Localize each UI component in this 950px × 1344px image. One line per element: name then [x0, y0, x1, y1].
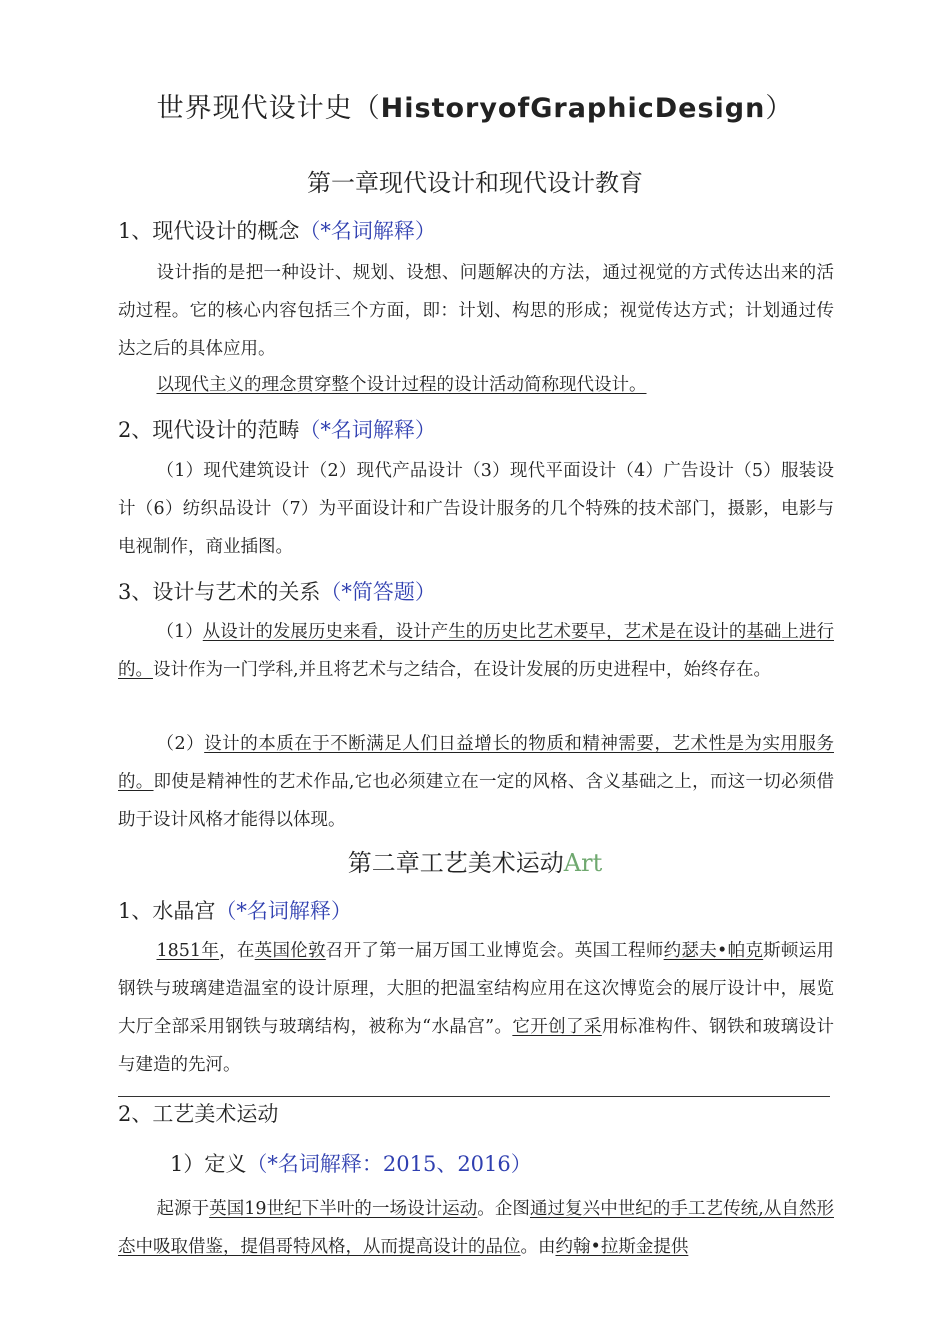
body-text: 斯顿运用钢铁与玻璃建造温室的设计原理，大胆的把温室结构应用在这次博览会的展厅设计中，展览大厅全部采用钢铁与玻璃结构，被称为“水晶宫”。: [118, 941, 834, 1037]
ch1-s3-paragraph-2: [118, 725, 834, 839]
ch1-section-3-heading: [118, 576, 436, 606]
ch1-s1-paragraph-2: [118, 366, 834, 404]
title-en: HistoryofGraphicDesign: [380, 93, 766, 124]
ch1-s3-paragraph-1: [118, 613, 834, 689]
body-text: 。企图: [477, 1199, 530, 1219]
body-text: 起源于: [156, 1199, 210, 1219]
chapter-title-en: Art: [563, 849, 603, 877]
section-tag: （*名词解释）: [299, 219, 436, 243]
title-close: ）: [765, 93, 794, 124]
chapter-1-title: 第一章现代设计和现代设计教育: [307, 169, 643, 197]
section-title: 1、水晶宫: [118, 899, 216, 923]
body-text: 即使是精神性的艺术作品,它也必须建立在一定的风格、含义基础之上，而这一切必须借助于设计风格才能得以体现。: [118, 772, 835, 830]
section-divider: [118, 1096, 830, 1097]
ch2-section-2-heading: 2、工艺美术运动: [118, 1102, 279, 1126]
ch2-s1-paragraph: [118, 932, 834, 1084]
ch1-section-2-heading: [118, 414, 436, 444]
chapter-2-title: [0, 843, 950, 878]
body-text: ，在: [219, 941, 255, 961]
section-tag: （*简答题）: [320, 580, 436, 604]
item-number: （2）: [156, 734, 205, 754]
underlined-name: 约翰•拉斯金提供: [555, 1237, 689, 1257]
underlined-text: 通过复兴中世纪的手工艺传统,从自然形态中吸取借鉴，提倡哥特风格，从而提高设计的品位: [118, 1199, 834, 1257]
section-title: 1、现代设计的概念: [118, 219, 300, 243]
underlined-text: 设计的本质在于不断满足人们日益增长的物质和精神需要，艺术性是为实用服务的。: [118, 734, 834, 792]
subsection-title: 1）定义: [170, 1152, 247, 1176]
underlined-text: 英国19世纪下半叶的一场设计运动: [209, 1199, 478, 1219]
underlined-year: 1851年: [156, 941, 220, 961]
section-title: 3、设计与艺术的关系: [118, 580, 321, 604]
underlined-text: 以现代主义的理念贯穿整个设计过程的设计活动简称现代设计。: [156, 375, 647, 395]
section-tag: （*名词解释）: [215, 899, 352, 923]
ch1-s1-paragraph-1: 设计指的是把一种设计、规划、设想、问题解决的方法，通过视觉的方式传达出来的活动过程。它的核心内容包括三个方面，即：计划、构思的形成；视觉传达方式；计划通过传达之后的具体应用。: [118, 263, 834, 359]
section-title: 2、现代设计的范畴: [118, 418, 300, 442]
underlined-place: 英国伦敦: [254, 941, 326, 961]
title-cn: 世界现代设计史（: [156, 93, 381, 124]
ch2-section-1-heading: [118, 895, 352, 925]
body-text: 召开了第一届万国工业博览会。英国工程师: [325, 941, 664, 961]
chapter-title-cn: 第二章工艺美术运动: [347, 849, 564, 877]
ch1-section-1-heading: [118, 215, 436, 245]
body-text: 用标准构件、钢铁和玻璃设计与建造的先河。: [118, 1017, 834, 1075]
underlined-text: 从设计的发展历史来看，设计产生的历史比艺术要早，艺术是在设计的基础上进行的。: [118, 622, 834, 680]
ch2-s2-paragraph: [118, 1190, 834, 1266]
ch2-s2-subheading: [170, 1148, 532, 1178]
underlined-name: 约瑟夫•帕克: [663, 941, 764, 961]
subsection-tag: （*名词解释：2015、2016）: [246, 1152, 532, 1176]
document-title: [0, 86, 950, 125]
body-text: 设计作为一门学科,并且将艺术与之结合，在设计发展的历史进程中，始终存在。: [153, 660, 772, 680]
section-tag: （*名词解释）: [299, 418, 436, 442]
item-number: （1）: [156, 622, 203, 642]
underlined-text: 它开创了采: [512, 1017, 602, 1037]
body-text: 。由: [520, 1237, 556, 1257]
ch1-s2-paragraph-1: （1）现代建筑设计（2）现代产品设计（3）现代平面设计（4）广告设计（5）服装设计（6）纺织品设计（7）为平面设计和广告设计服务的几个特殊的技术部门，摄影，电影与电视制作，商业插图。: [118, 461, 834, 557]
